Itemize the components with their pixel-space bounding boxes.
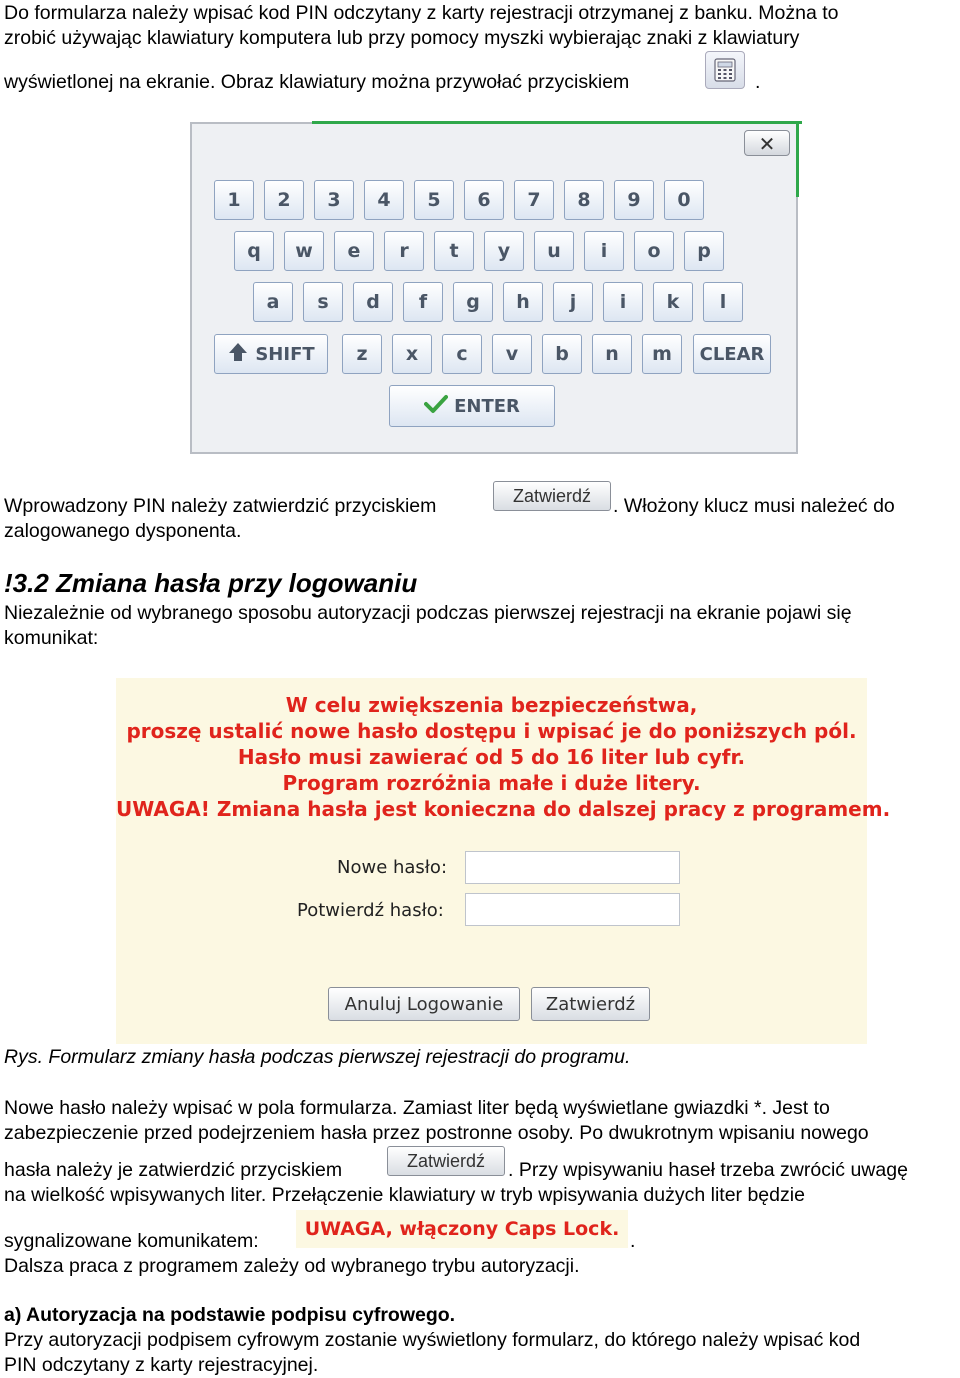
key-label: w [295, 240, 313, 262]
key-u[interactable] [534, 231, 574, 271]
key-label: j [569, 291, 577, 313]
key-0[interactable] [664, 180, 704, 220]
key-label: o [647, 240, 661, 262]
keyboard-close-button[interactable] [744, 130, 790, 156]
pin-confirm-line-2: zalogowanego dysponenta. [4, 520, 242, 542]
key-label: 0 [677, 189, 691, 211]
key-1[interactable] [214, 180, 254, 220]
auth-heading: a) Autoryzacja na podstawie podpisu cyfrowego. [4, 1304, 456, 1326]
key-6[interactable] [464, 180, 504, 220]
key-label: 6 [477, 189, 491, 211]
focus-border-side [796, 121, 799, 197]
key-8[interactable] [564, 180, 604, 220]
key-label: 1 [227, 189, 241, 211]
body-line-3-after: . Przy wpisywaniu haseł trzeba zwrócić uwagę [508, 1159, 908, 1181]
key-c[interactable] [442, 334, 482, 374]
key-l[interactable] [703, 282, 743, 322]
key-label: v [505, 343, 519, 365]
key-label: 7 [527, 189, 541, 211]
key-label: q [247, 240, 261, 262]
pin-confirm-text: Wprowadzony PIN należy zatwierdzić przyciskiem [4, 495, 437, 517]
key-label: x [405, 343, 419, 365]
key-shift[interactable] [214, 334, 328, 374]
key-k[interactable] [653, 282, 693, 322]
key-label: 9 [627, 189, 641, 211]
intro-line-2: zrobić używając klawiatury komputera lub przy pomocy myszki wybierając znaki z klawiatury [4, 27, 800, 49]
key-clear[interactable] [693, 334, 771, 374]
key-label: f [418, 291, 428, 313]
auth-line-1: Przy autoryzacji podpisem cyfrowym zostanie wyświetlony formularz, do którego należy wpisać kod [4, 1329, 861, 1351]
key-label: h [516, 291, 530, 313]
key-d[interactable] [353, 282, 393, 322]
key-o[interactable] [634, 231, 674, 271]
key-label: s [317, 291, 329, 313]
key-i[interactable] [584, 231, 624, 271]
form-message-1: W celu zwiększenia bezpieczeństwa, [285, 693, 698, 717]
close-icon: ✕ [758, 132, 776, 156]
key-s[interactable] [303, 282, 343, 322]
intro-line-3: wyświetlonej na ekranie. Obraz klawiatury można przywołać przyciskiem [4, 71, 630, 93]
key-enter[interactable] [389, 385, 555, 427]
pin-confirm-text-after: . Włożony klucz musi należeć do [613, 495, 895, 517]
key-label: c [456, 343, 468, 365]
key-label: 2 [277, 189, 291, 211]
form-message-4: Program rozróżnia małe i duże litery. [282, 771, 701, 795]
key-q[interactable] [234, 231, 274, 271]
key-label: 5 [427, 189, 441, 211]
key-x[interactable] [392, 334, 432, 374]
intro-line-1: Do formularza należy wpisać kod PIN odczytany z karty rejestracji otrzymanej z banku. Można to [4, 2, 839, 24]
section-paragraph-line-1: Niezależnie od wybranego sposobu autoryzacji podczas pierwszej rejestracji na ekranie pojawi się [4, 602, 852, 624]
key-v[interactable] [492, 334, 532, 374]
key-label: k [666, 291, 680, 313]
body-line-5: sygnalizowane komunikatem: [4, 1230, 259, 1252]
keyboard-open-button[interactable] [705, 51, 745, 89]
key-clear-label: CLEAR [699, 343, 765, 365]
key-label: i [619, 291, 627, 313]
key-p[interactable] [684, 231, 724, 271]
key-t[interactable] [434, 231, 474, 271]
arrow-up-icon [227, 341, 249, 368]
key-a[interactable] [253, 282, 293, 322]
key-b[interactable] [542, 334, 582, 374]
key-label: i [600, 240, 608, 262]
body-line-2: zabezpieczenie przed podejrzeniem hasła przez postronne osoby. Po dwukrotnym wpisaniu nowego [4, 1122, 869, 1144]
key-7[interactable] [514, 180, 554, 220]
caps-lock-warning: UWAGA, włączony Caps Lock. [296, 1210, 628, 1248]
key-g[interactable] [453, 282, 493, 322]
key-label: r [399, 240, 409, 262]
focus-border [312, 121, 802, 124]
virtual-keyboard-window [190, 122, 798, 454]
new-password-label: Nowe hasło: [337, 857, 448, 878]
key-label: l [719, 291, 727, 313]
checkmark-icon [424, 394, 448, 419]
key-label: a [266, 291, 280, 313]
form-message-2: proszę ustalić nowe hasło dostępu i wpisać je do poniższych pól. [126, 719, 857, 743]
key-m[interactable] [642, 334, 682, 374]
key-label: m [652, 343, 672, 365]
key-label: u [547, 240, 561, 262]
cancel-login-button[interactable]: Anuluj Logowanie [328, 987, 520, 1021]
zatwierdz-button-inline-2[interactable]: Zatwierdź [387, 1146, 505, 1176]
key-label: 8 [577, 189, 591, 211]
zatwierdz-button-inline[interactable]: Zatwierdź [493, 481, 611, 511]
key-5[interactable] [414, 180, 454, 220]
new-password-input[interactable] [465, 851, 680, 884]
form-message-5: UWAGA! Zmiana hasła jest konieczna do dalszej pracy z programem. [116, 797, 891, 821]
key-9[interactable] [614, 180, 654, 220]
key-enter-label: ENTER [454, 395, 520, 417]
key-label: g [466, 291, 480, 313]
form-confirm-button[interactable]: Zatwierdź [531, 987, 650, 1021]
body-line-6: Dalsza praca z programem zależy od wybranego trybu autoryzacji. [4, 1255, 580, 1277]
key-h[interactable] [503, 282, 543, 322]
section-heading: !3.2 Zmiana hasła przy logowaniu [4, 568, 418, 598]
key-3[interactable] [314, 180, 354, 220]
key-label: d [366, 291, 380, 313]
key-label: y [497, 240, 511, 262]
figure-caption: Rys. Formularz zmiany hasła podczas pierwszej rejestracji do programu. [4, 1046, 631, 1068]
key-f[interactable] [403, 282, 443, 322]
key-e[interactable] [334, 231, 374, 271]
calculator-icon [714, 58, 736, 82]
key-label: z [356, 343, 368, 365]
body-line-1: Nowe hasło należy wpisać w pola formularza. Zamiast liter będą wyświetlane gwiazdki *. Jest to [4, 1097, 830, 1119]
body-line-5-end: . [630, 1230, 636, 1252]
key-r[interactable] [384, 231, 424, 271]
key-z[interactable] [342, 334, 382, 374]
form-message-3: Hasło musi zawierać od 5 do 16 liter lub cyfr. [237, 745, 746, 769]
key-label: p [697, 240, 711, 262]
key-label: e [347, 240, 361, 262]
body-line-3: hasła należy je zatwierdzić przyciskiem [4, 1159, 343, 1181]
key-label: 4 [377, 189, 391, 211]
key-w[interactable] [284, 231, 324, 271]
key-y[interactable] [484, 231, 524, 271]
section-paragraph-line-2: komunikat: [4, 627, 99, 649]
confirm-password-input[interactable] [465, 893, 680, 926]
intro-line-3-end: . [755, 71, 761, 93]
body-line-4: na wielkość wpisywanych liter. Przełączenie klawiatury w tryb wpisywania dużych liter będzie [4, 1184, 805, 1206]
key-n[interactable] [592, 334, 632, 374]
key-j[interactable] [553, 282, 593, 322]
key-i[interactable] [603, 282, 643, 322]
key-label: b [555, 343, 569, 365]
key-label: 3 [327, 189, 341, 211]
key-shift-label: SHIFT [255, 343, 315, 365]
key-2[interactable] [264, 180, 304, 220]
key-label: n [605, 343, 619, 365]
password-change-form [116, 678, 891, 1044]
key-label: t [449, 240, 459, 262]
confirm-password-label: Potwierdź hasło: [297, 900, 444, 921]
auth-line-2: PIN odczytany z karty rejestracyjnej. [4, 1354, 319, 1376]
key-4[interactable] [364, 180, 404, 220]
